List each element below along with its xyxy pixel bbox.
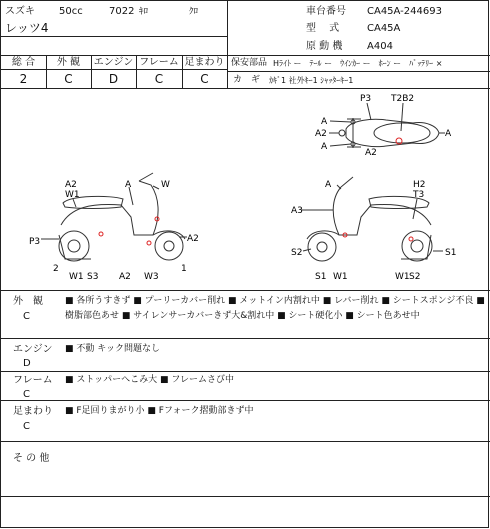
key-label: カ ギ	[233, 75, 261, 85]
grade-header-frame: フレーム	[139, 57, 179, 68]
grade-header-total: 総 合	[11, 57, 36, 68]
label-s1-right-1: S1	[445, 248, 457, 258]
key-items: ｶｷﾞ1 社外ｷｰ1 ｼｬｯﾀｰｷｰ1	[269, 76, 354, 85]
security-items: Hﾗｲﾄ ー ﾃｰﾙ ー ｳｲﾝｶｰ ー ﾎｰﾝ ー ﾊﾞｯﾃﾘｰ ×	[273, 59, 443, 68]
label-a2-left-1: A2	[65, 180, 77, 190]
label-a-top-2: A	[321, 142, 328, 152]
label-s1-right-2: S1	[315, 272, 327, 282]
label-s2-right-1: S2	[291, 248, 303, 258]
notes-suspension-line-1: ■ F足回りまがり小 ■ Fフォーク摺動部きず中	[65, 406, 254, 416]
frame-no-label: 車台番号	[306, 6, 346, 17]
security-label: 保安部品	[231, 58, 268, 68]
type-label: 型 式	[306, 23, 340, 34]
notes-exterior-label: 外 観	[13, 296, 43, 307]
label-a2-left-2: A2	[187, 234, 199, 244]
damage-diagram	[1, 89, 490, 289]
frame-no: CA45A-244693	[367, 6, 442, 17]
label-w-left: W	[161, 180, 170, 190]
notes-suspension-grade: C	[23, 421, 30, 432]
label-2-left: 2	[53, 264, 59, 274]
notes-other-label: そ の 他	[13, 453, 50, 464]
label-a2-top-left: A2	[315, 129, 327, 139]
label-s2-right-2: S2	[409, 272, 421, 282]
grade-total: 2	[19, 72, 28, 86]
label-w1-left-1: W1	[65, 190, 80, 200]
grade-suspension: C	[200, 72, 209, 86]
divider	[1, 371, 490, 372]
mileage-value: 7022	[109, 6, 135, 17]
color: ｸﾛ	[189, 7, 199, 17]
label-a-top-1: A	[321, 117, 328, 127]
notes-engine-grade: D	[23, 358, 31, 369]
notes-exterior-grade: C	[23, 311, 30, 322]
model-name: レッツ4	[5, 21, 49, 35]
grade-header-exterior: 外 観	[56, 57, 81, 68]
grade-frame: C	[154, 72, 164, 86]
maker: スズキ	[5, 6, 35, 17]
divider	[1, 338, 490, 339]
notes-suspension-label: 足まわり	[13, 406, 53, 417]
divider	[227, 71, 490, 72]
grade-header-suspension: 足まわり	[184, 57, 225, 68]
divider	[1, 55, 490, 56]
divider	[227, 1, 228, 88]
label-a-top-right: A	[445, 129, 452, 139]
divider	[1, 36, 227, 37]
type-value: CA45A	[367, 23, 401, 34]
label-w1-left-2: W1	[69, 272, 84, 282]
grade-header-engine: エンジン	[93, 57, 134, 68]
divider	[1, 290, 490, 291]
label-t2b2-top: T2B2	[391, 94, 415, 104]
label-p3-left: P3	[29, 237, 41, 247]
divider	[1, 400, 490, 401]
label-w1-right-1: W1	[333, 272, 348, 282]
notes-exterior-line-1: ■ 各所うすきず ■ プーリーカバー削れ ■ メットイン内割れ中 ■ レバー削れ ■ シートスポンジ不良 ■	[65, 296, 485, 306]
engine-value: A404	[367, 41, 393, 52]
grade-exterior: C	[64, 72, 73, 86]
notes-exterior-line-2: 樹脂部色あせ ■ サイレンサーカバーきず大&割れ中 ■ シート硬化小 ■ シート色あせ中	[65, 311, 420, 321]
notes-engine-label: エンジン	[13, 344, 53, 355]
label-p3-top: P3	[360, 94, 372, 104]
engine-label: 原 動 機	[306, 41, 343, 52]
grade-engine: D	[108, 72, 119, 86]
label-1-left: 1	[181, 264, 187, 274]
label-a-left: A	[125, 180, 132, 190]
label-t3-right: T3	[413, 190, 425, 200]
displacement: 50cc	[59, 6, 83, 17]
notes-frame-line-1: ■ ストッパーへこみ大 ■ フレームさび中	[65, 375, 234, 385]
label-a-right: A	[325, 180, 332, 190]
label-h2-right: H2	[413, 180, 426, 190]
label-w3-left: W3	[144, 272, 159, 282]
notes-frame-label: フレーム	[13, 375, 53, 386]
divider	[1, 69, 227, 70]
label-a2-left-3: A2	[119, 272, 131, 282]
label-a2-top-bottom: A2	[365, 148, 377, 158]
label-w1-right-2: W1	[395, 272, 410, 282]
divider	[1, 496, 490, 497]
notes-engine-line-1: ■ 不動 キック問題なし	[65, 344, 161, 354]
label-s3-left: S3	[87, 272, 99, 282]
label-a3-right: A3	[291, 206, 303, 216]
scooter-top-view	[339, 118, 439, 148]
notes-frame-grade: C	[23, 389, 30, 400]
mileage-unit: ｷﾛ	[139, 7, 149, 17]
divider	[1, 441, 490, 442]
